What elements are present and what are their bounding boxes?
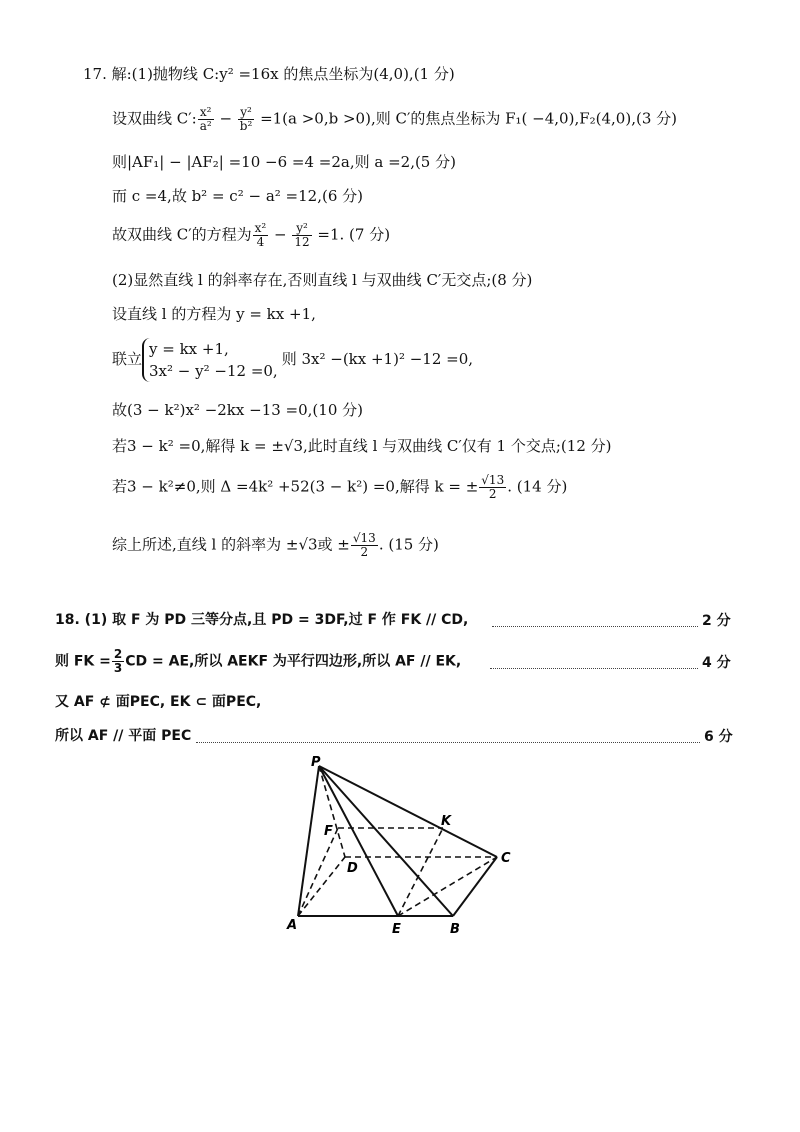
segment-EK: [398, 828, 443, 916]
denominator: 2: [488, 487, 497, 501]
p17-line-7: 设直线 l 的方程为 y = kx +1,: [112, 305, 316, 323]
numerator: x²: [198, 106, 214, 120]
denominator: b²: [239, 119, 253, 133]
edge-PC: [319, 766, 497, 857]
denominator: 3: [113, 661, 123, 675]
edge-BC: [453, 857, 497, 916]
text: =1(a >0,b >0),则 C′的焦点坐标为 F₁( −4,0),F₂(4,0),(3 分): [255, 109, 677, 128]
score: 4 分: [702, 655, 731, 671]
text: CD = AE,所以 AEKF 为平行四边形,所以 AF // EK,: [125, 653, 462, 670]
denominator: 2: [360, 545, 369, 559]
p17-line-10: 若3 − k² =0,解得 k = ±√3,此时直线 l 与双曲线 C′仅有 1 个交点;(12 分): [112, 437, 612, 455]
text: 联立: [112, 350, 143, 368]
p17-line-4: 而 c =4,故 b² = c² − a² =12,(6 分): [112, 187, 363, 205]
label-E: E: [392, 922, 401, 937]
p17-line-6: (2)显然直线 l 的斜率存在,否则直线 l 与双曲线 C′无交点;(8 分): [112, 271, 533, 289]
label-C: C: [501, 851, 511, 866]
numerator: y²: [238, 106, 255, 120]
text: 设双曲线 C′:: [112, 109, 197, 128]
text: . (15 分): [378, 535, 439, 554]
p18-line-4: 所以 AF // 平面 PEC: [55, 728, 192, 744]
numerator: √13: [352, 531, 376, 545]
label-P: P: [311, 755, 321, 770]
numerator: y²: [292, 222, 311, 236]
text: 故双曲线 C′的方程为: [112, 225, 252, 244]
denominator: 12: [294, 235, 310, 249]
label-K: K: [441, 814, 452, 829]
p17-line-3: 则|AF₁| − |AF₂| =10 −6 =4 =2a,则 a =2,(5 分): [112, 153, 456, 171]
equation: y = kx +1,: [149, 340, 229, 358]
numerator: 2: [113, 647, 123, 661]
p17-line-1: 17. 解:(1)抛物线 C:y² =16x 的焦点坐标为(4,0),(1 分): [83, 65, 455, 83]
score: 6 分: [704, 729, 733, 745]
denominator: a²: [199, 119, 212, 133]
text: 若3 − k²≠0,则 Δ =4k² +52(3 − k²) =0,解得 k = ±: [112, 477, 479, 496]
denominator: 4: [256, 235, 265, 249]
score: 2 分: [702, 613, 731, 629]
p18-line-1: 18. (1) 取 F 为 PD 三等分点,且 PD = 3DF,过 F 作 FK // CD,: [55, 612, 469, 628]
p17-line-9: 故(3 − k²)x² −2kx −13 =0,(10 分): [112, 401, 363, 419]
text: −: [269, 225, 292, 244]
numerator: x²: [254, 221, 267, 235]
text: −: [214, 109, 237, 128]
text: 则 3x² −(kx +1)² −12 =0,: [281, 350, 474, 368]
text: 则 FK =: [55, 653, 111, 670]
text: 综上所述,直线 l 的斜率为 ±√3或 ±: [112, 535, 350, 554]
p18-line-3: 又 AF ⊄ 面PEC, EK ⊂ 面PEC,: [55, 694, 262, 710]
label-F: F: [324, 824, 333, 839]
equation: 3x² − y² −12 =0,: [149, 362, 278, 380]
numerator: √13: [481, 473, 505, 487]
text: =1. (7 分): [312, 225, 391, 244]
label-D: D: [347, 861, 358, 876]
text: . (14 分): [507, 477, 568, 496]
label-A: A: [287, 918, 298, 933]
label-B: B: [450, 922, 460, 937]
